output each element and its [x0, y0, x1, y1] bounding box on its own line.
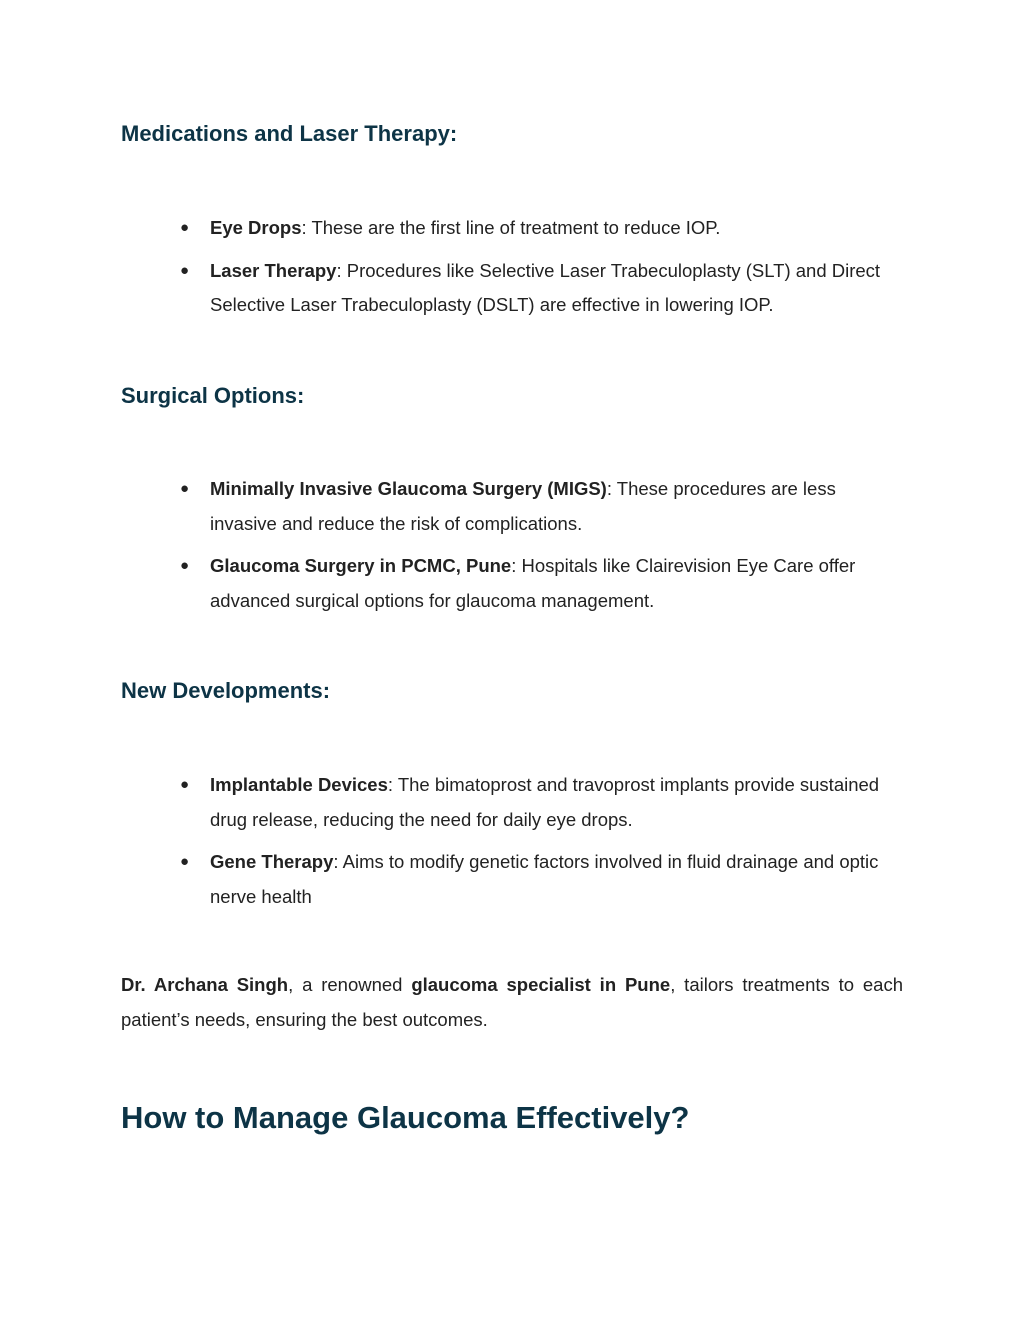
list-item-text: : These procedures are less invasive and reduce the risk of complications. — [210, 478, 836, 534]
bullet-icon: ● — [180, 261, 190, 279]
section-heading-medications: Medications and Laser Therapy: — [121, 121, 458, 146]
bullet-list-medications — [0, 211, 1024, 331]
list-item-term: Implantable Devices — [210, 774, 388, 795]
list-item-text: : The bimatoprost and travoprost implants provide sustained drug release, reducing the need for daily eye drops. — [210, 774, 880, 830]
keyword-text: glaucoma specialist in Pune — [411, 974, 671, 995]
list-item-term: Gene Therapy — [210, 851, 334, 872]
section-heading-surgical: Surgical Options: — [121, 383, 305, 408]
list-item-text: : These are the first line of treatment to reduce IOP. — [301, 217, 721, 238]
list-item — [0, 472, 1024, 541]
bullet-icon: ● — [180, 219, 190, 236]
bullet-list-surgical — [0, 472, 1024, 626]
list-item-text: : Hospitals like Clairevision Eye Care offer advanced surgical options for glaucoma management. — [210, 555, 856, 611]
list-item — [0, 768, 1024, 837]
list-item — [0, 254, 1024, 323]
bullet-icon: ● — [180, 557, 190, 574]
list-item — [0, 845, 1024, 914]
section-heading-new-developments: New Developments: — [121, 678, 331, 703]
list-item-text: : Procedures like Selective Laser Trabeculoplasty (SLT) and Direct Selective Laser Trabeculoplasty (DSLT) are effective in lowering IOP. — [210, 259, 881, 315]
doctor-name: Dr. Archana Singh — [121, 974, 289, 995]
list-item-term: Minimally Invasive Glaucoma Surgery (MIGS) — [210, 478, 607, 499]
page-heading-manage-glaucoma: How to Manage Glaucoma Effectively? — [121, 1100, 690, 1135]
paragraph-text: , a renowned — [288, 974, 412, 995]
paragraph-text: , tailors treatments to each patient’s needs, ensuring the best outcomes. — [121, 974, 903, 1030]
bullet-icon: ● — [180, 853, 190, 870]
list-item-text: : Aims to modify genetic factors involved in fluid drainage and optic nerve health — [210, 851, 879, 907]
list-item — [0, 549, 1024, 618]
bullet-icon: ● — [180, 776, 190, 793]
bullet-list-new-developments — [0, 768, 1024, 922]
list-item-term: Glaucoma Surgery in PCMC, Pune — [210, 555, 512, 576]
list-item — [0, 211, 1024, 246]
bullet-icon: ● — [180, 480, 190, 497]
closing-paragraph — [121, 968, 903, 1037]
list-item-term: Laser Therapy — [210, 259, 337, 281]
list-item-term: Eye Drops — [210, 217, 302, 238]
